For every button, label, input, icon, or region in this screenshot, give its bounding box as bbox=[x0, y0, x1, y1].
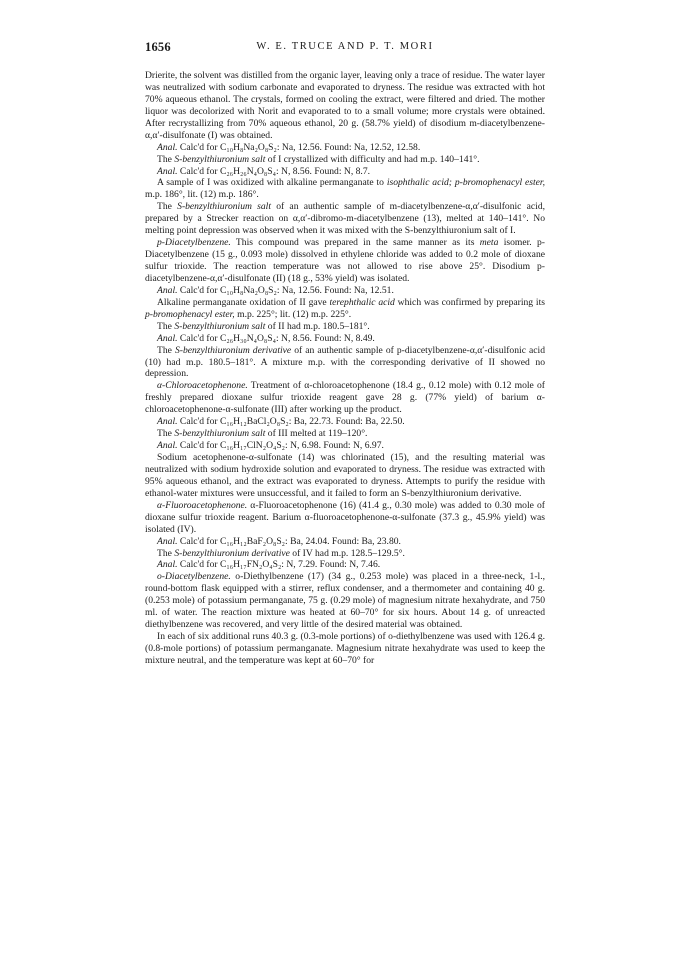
italic-run: o-Diacetylbenzene. bbox=[157, 571, 231, 583]
page-header bbox=[145, 40, 545, 56]
text-run: o-Diethylbenzene (17) (34 g., 0.253 mole) was placed in a three-neck, 1-l., round-bottom flask equipped with a stirrer, reflux condenser, and a thermometer and containing 40 g. (0.253 mole) of potassium permanganate, 75 g. (0.29 mole) of magnesium nitrate hexahydrate, and 750 ml. of water. The reaction mixture was heated at 60–70° for six hours. About 14 g. of unreacted diethylbenzene was recovered, and very little of the desired material was obtained. bbox=[145, 571, 545, 631]
text-run: of II had m.p. 180.5–181°. bbox=[265, 320, 370, 332]
text-run: Calc'd for C₂₆H₃₀N₄O₈S₄: N, 8.56. Found: N, 8.49. bbox=[177, 332, 375, 344]
text-run: The bbox=[157, 428, 175, 440]
paragraph bbox=[145, 452, 545, 500]
text-run: In each of six additional runs 40.3 g. (0.3-mole portions) of o-diethylbenzene was used with 126.4 g. (0.8-mole portions) of potassium permanganate. Magnesium nitrate hexahydrate was used to keep the mixture neutral, and the temperature was kept at 60–70° for bbox=[145, 631, 545, 666]
paragraph bbox=[145, 345, 545, 381]
text-run: Alkaline permanganate oxidation of II gave bbox=[157, 296, 330, 308]
text-run: Drierite, the solvent was distilled from the organic layer, leaving only a trace of residue. The water layer was neutralized with sodium carbonate and evaporated to dryness. The residue was extracted with hot 70% aqueous ethanol. The crystals, formed on cooling the extract, were filtered and dried. The mother liquor was decolorized with Norit and evaporated to to a small volume; more crystals were obtained. After recrystallizing from 70% aqueous ethanol, 20 g. (58.7% yield) of disodium m-diacetylbenzene-α,α′-disulfonate (I) was obtained. bbox=[145, 70, 545, 141]
text-run: The bbox=[157, 344, 175, 356]
paragraph bbox=[145, 428, 545, 440]
text-run: This compound was prepared in the same manner as its bbox=[230, 237, 480, 249]
text-run: of IV had m.p. 128.5–129.5°. bbox=[289, 547, 405, 559]
italic-run: meta bbox=[479, 237, 499, 249]
text-run: of an authentic sample of m-diacetylbenzene-α,α′-disulfonic acid, prepared by a Strecker reaction on α,α′-dibromo-m-diacetylbenzene (13), melted at 140–141°. No melting point depression was observed when it was mixed with the S-benzylthiuronium salt of I. bbox=[145, 201, 546, 237]
italic-run: S-benzylthiuronium salt bbox=[177, 201, 272, 213]
text-run: The bbox=[157, 153, 175, 165]
italic-run: S-benzylthiuronium derivative bbox=[174, 547, 290, 559]
paragraph bbox=[145, 154, 545, 166]
italic-run: Anal. bbox=[157, 440, 178, 452]
italic-run: Anal. bbox=[157, 332, 178, 344]
paragraph bbox=[145, 631, 545, 667]
paragraph bbox=[145, 297, 545, 321]
text-run: Treatment of α-chloroacetophenone (18.4 g., 0.12 mole) with 0.12 mole of freshly prepared dioxane sulfur trioxide reagent gave 28 g. (77% yield) of barium α-chloroacetophenone-α-sulfonate (III) after working up the product. bbox=[145, 380, 545, 416]
text-run: The bbox=[157, 547, 175, 559]
text-run: m.p. 186°, lit. (12) m.p. 186°. bbox=[145, 189, 259, 201]
running-head: W. E. TRUCE AND P. T. MORI bbox=[256, 41, 434, 52]
paragraph bbox=[145, 380, 545, 416]
text-run: isomer. p-Diacetylbenzene (15 g., 0.093 mole) dissolved in ethylene chloride was added to 0.2 mole of dioxane sulfur trioxide. The reaction temperature was not allowed to rise above 25°. Disodium p-diacetylbenzene-α,α′-disulfonate (II) (18 g., 53% yield) was isolated. bbox=[145, 237, 545, 284]
paragraph bbox=[145, 177, 545, 201]
text-run: The bbox=[157, 320, 175, 332]
text-run: Sodium acetophenone-α-sulfonate (14) was chlorinated (15), and the resulting material was neutralized with sodium hydroxide solution and evaporated to dryness. The residue was extracted with 95% aqueous ethanol, and the extract was evaporated to dryness. Attempts to purify the residue with ethanol-water mixtures were unsuccessful, and it failed to form an S-benzylthiuronium derivative. bbox=[145, 452, 545, 499]
italic-run: isophthalic acid; p-bromophenacyl ester, bbox=[386, 177, 545, 189]
italic-run: Anal. bbox=[157, 165, 178, 177]
italic-run: S-benzylthiuronium derivative bbox=[174, 344, 292, 356]
paragraph bbox=[145, 571, 545, 631]
paragraph bbox=[145, 321, 545, 333]
text-run: Calc'd for C₁₀H₈Na₂O₈S₂: Na, 12.56. Found: Na, 12.51. bbox=[177, 284, 394, 296]
text-run: Calc'd for C₁₆H₁₇FN₂O₄S₂: N, 7.29. Found: N, 7.46. bbox=[177, 559, 381, 571]
text-run: m.p. 225°; lit. (12) m.p. 225°. bbox=[234, 308, 352, 320]
text-run: of III melted at 119–120°. bbox=[265, 428, 368, 440]
italic-run: S-benzylthiuronium salt bbox=[174, 428, 266, 440]
italic-run: S-benzylthiuronium salt bbox=[174, 153, 266, 165]
italic-run: Anal. bbox=[157, 535, 178, 547]
italic-run: terephthalic acid bbox=[329, 296, 395, 308]
paragraph bbox=[145, 70, 545, 142]
text-run: Calc'd for C₂₆H₂₆N₄O₈S₄: N, 8.56. Found: N, 8.7. bbox=[177, 165, 371, 177]
italic-run: α-Chloroacetophenone. bbox=[157, 380, 248, 392]
paragraph bbox=[145, 416, 545, 428]
text-run: Calc'd for C₁₀H₈Na₂O₈S₂: Na, 12.56. Found: Na, 12.52, 12.58. bbox=[177, 141, 421, 153]
paragraph bbox=[145, 201, 545, 237]
italic-run: Anal. bbox=[157, 141, 178, 153]
paragraph bbox=[145, 237, 545, 285]
paragraph bbox=[145, 500, 545, 536]
text-run: A sample of I was oxidized with alkaline permanganate to bbox=[157, 177, 387, 189]
page-number: 1656 bbox=[145, 40, 171, 54]
text-run: Calc'd for C₁₆H₁₂BaCl₂O₈S₂: Ba, 22.73. Found: Ba, 22.50. bbox=[177, 416, 405, 428]
text-run: Calc'd for C₁₆H₁₂BaF₂O₈S₂: Ba, 24.04. Found: Ba, 23.80. bbox=[177, 535, 401, 547]
paragraph bbox=[145, 440, 545, 452]
paragraph bbox=[145, 285, 545, 297]
text-run: The bbox=[157, 201, 178, 213]
paragraph bbox=[145, 333, 545, 345]
article-body bbox=[145, 70, 545, 667]
text-run: α-Fluoroacetophenone (16) (41.4 g., 0.30 mole) was added to 0.30 mole of dioxane sulfur trioxide reagent. Barium α-fluoroacetophenone-α-sulfonate (37.3 g., 45.9% yield) was isolated (IV). bbox=[145, 499, 545, 535]
text-run: of I crystallized with difficulty and had m.p. 140–141°. bbox=[265, 153, 480, 165]
text-run: Calc'd for C₁₆H₁₇ClN₂O₄S₂: N, 6.98. Found: N, 6.97. bbox=[177, 440, 384, 452]
paragraph bbox=[145, 536, 545, 548]
paragraph bbox=[145, 142, 545, 154]
italic-run: p-bromophenacyl ester, bbox=[145, 308, 235, 320]
italic-run: p-Diacetylbenzene. bbox=[157, 237, 231, 249]
italic-run: Anal. bbox=[157, 559, 178, 571]
text-run: which was confirmed by preparing its bbox=[394, 296, 545, 308]
text-run: of an authentic sample of p-diacetylbenzene-α,α′-disulfonic acid (10) had m.p. 180.5–181°. A mixture m.p. with the corresponding derivative of II showed no depression. bbox=[145, 344, 545, 380]
paragraph bbox=[145, 559, 545, 571]
italic-run: α-Fluoroacetophenone. bbox=[157, 499, 248, 511]
italic-run: Anal. bbox=[157, 284, 178, 296]
paragraph bbox=[145, 166, 545, 178]
italic-run: Anal. bbox=[157, 416, 178, 428]
italic-run: S-benzylthiuronium salt bbox=[174, 320, 266, 332]
paragraph bbox=[145, 548, 545, 560]
